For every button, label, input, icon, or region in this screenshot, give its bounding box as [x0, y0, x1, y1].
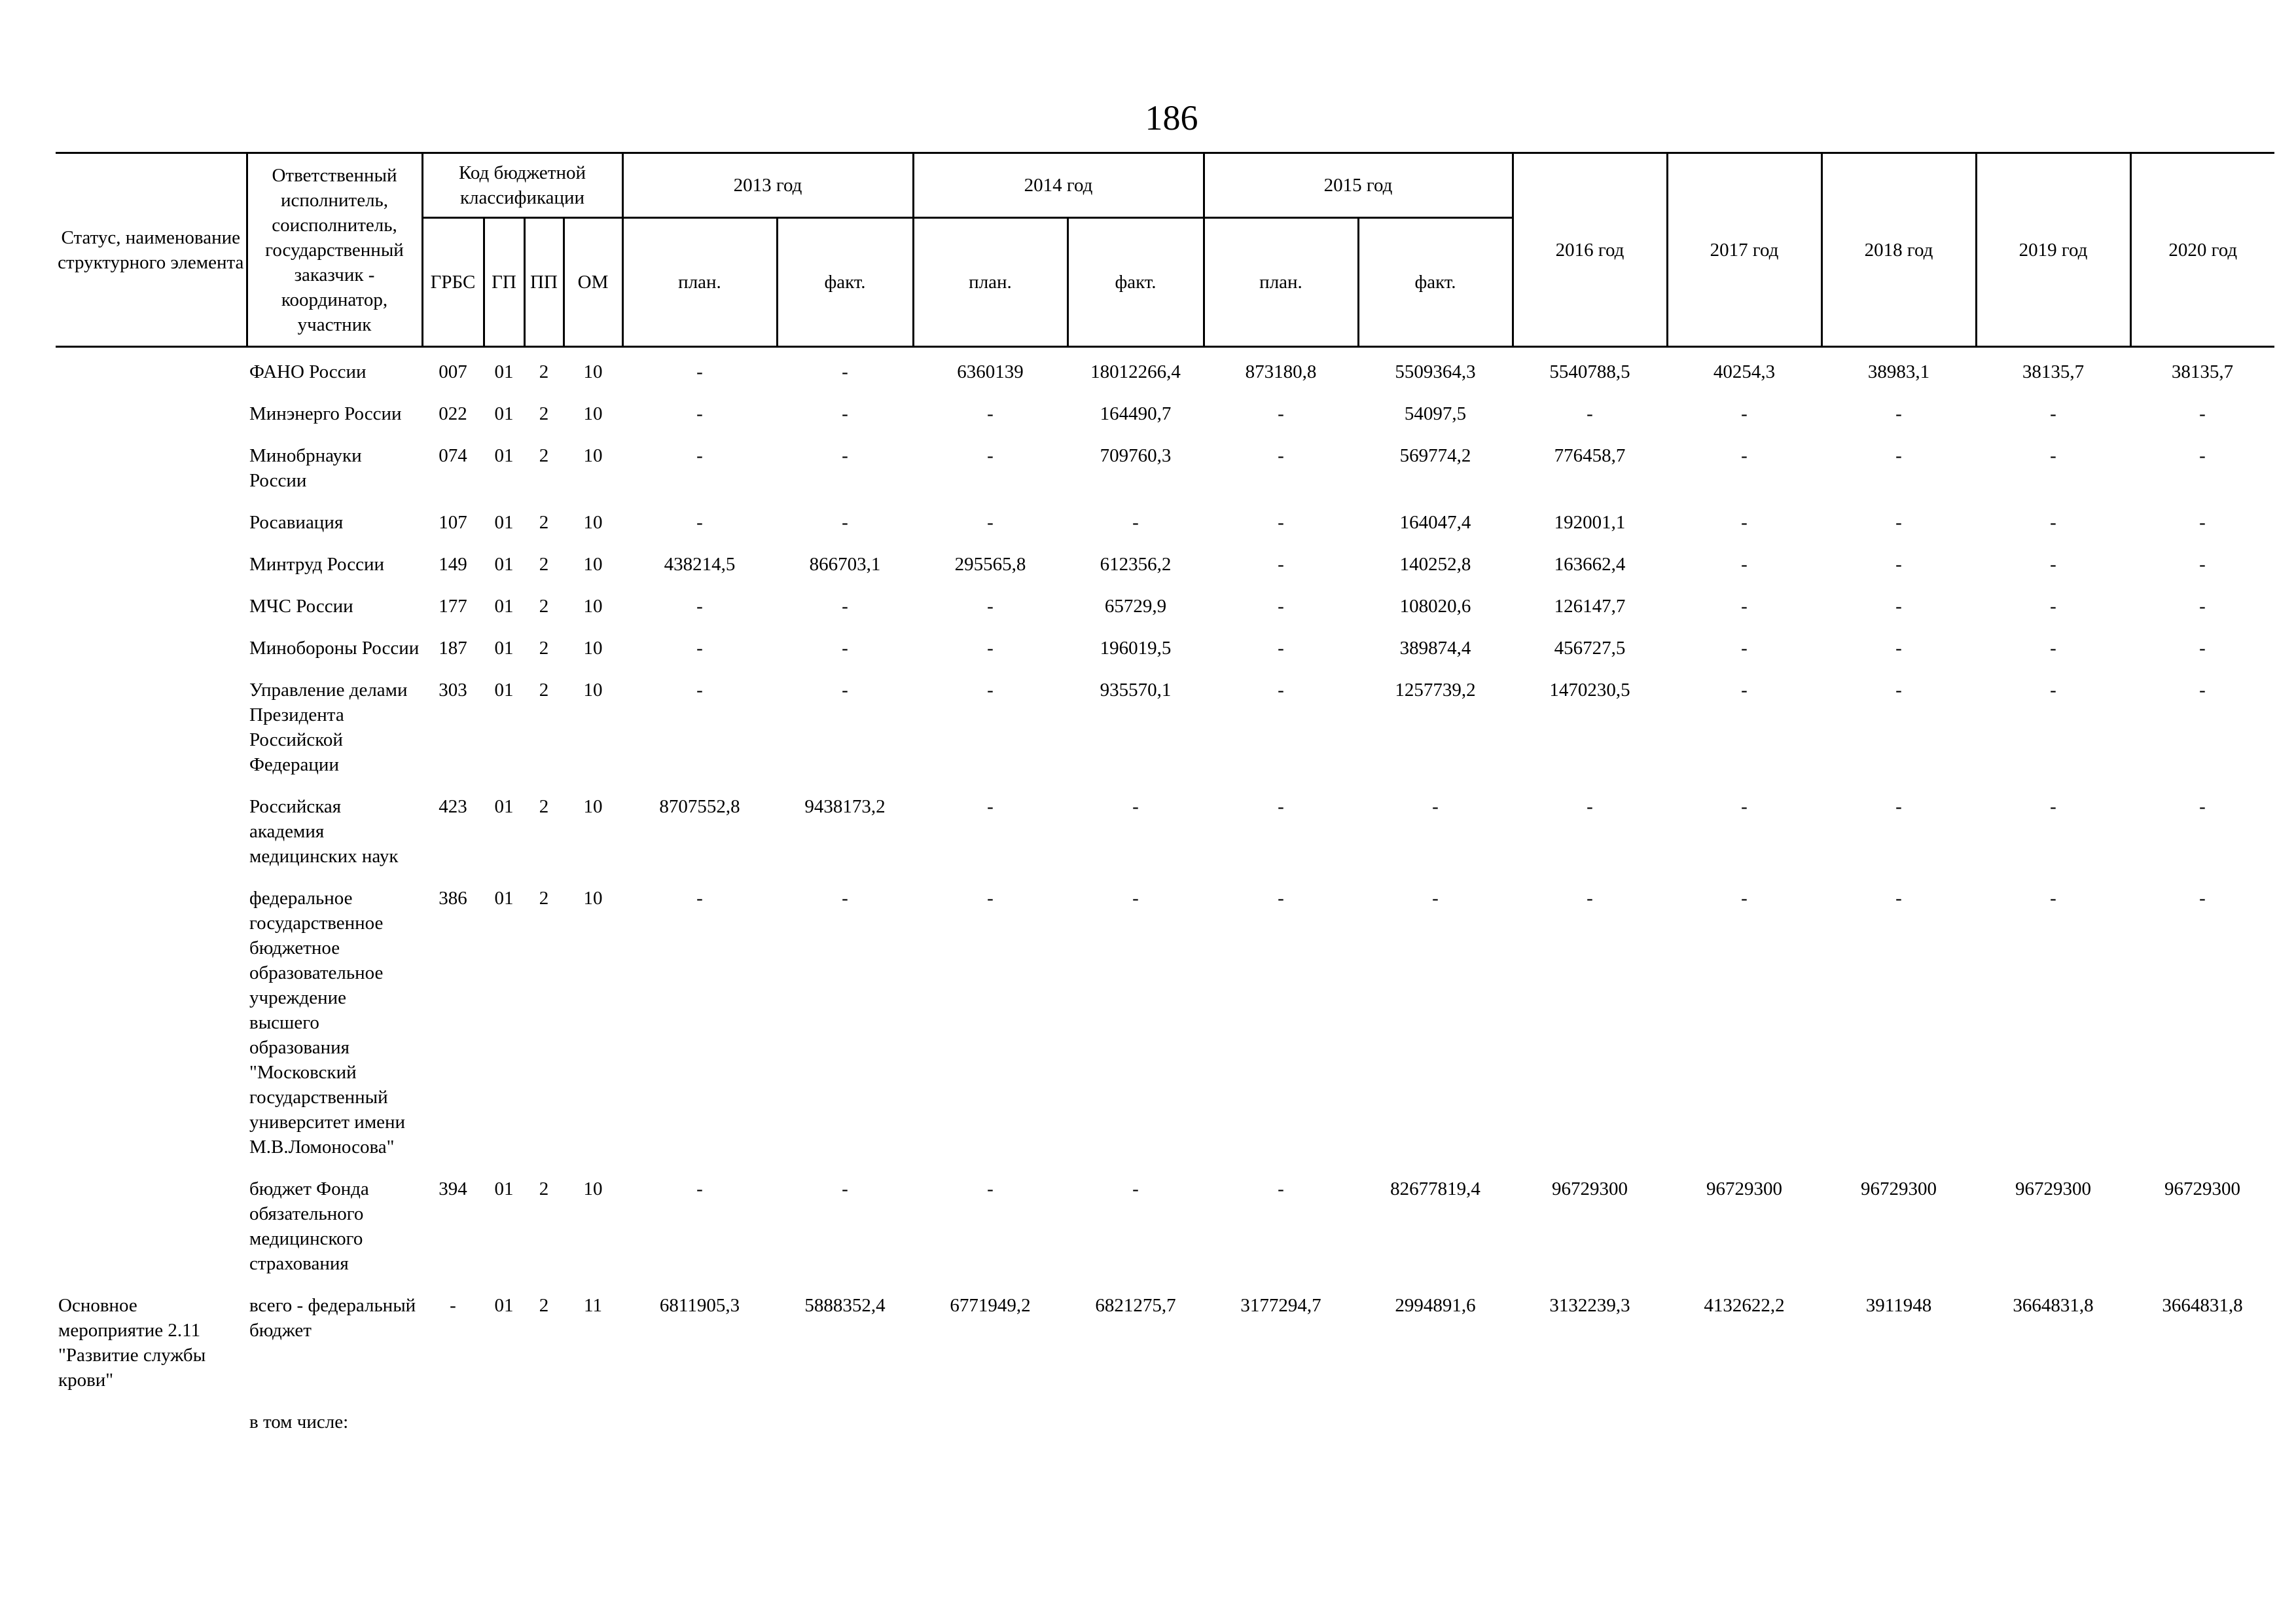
table-body — [56, 347, 2274, 1444]
value-2014-plan: - — [987, 888, 994, 909]
value-2019: - — [2050, 554, 2056, 575]
value-2017: - — [1741, 796, 1748, 817]
header-2019: 2019 год — [1976, 153, 2130, 347]
status-cell — [56, 1402, 247, 1444]
value-2018: 96729300 — [1861, 1178, 1937, 1199]
header-2014: 2014 год — [913, 153, 1204, 218]
value-2020: 96729300 — [2164, 1178, 2240, 1199]
header-responsible: Ответственный исполнитель, соисполнитель, государственный заказчик - координатор, участник — [247, 153, 422, 347]
status-cell — [56, 435, 247, 502]
status-cell — [56, 1169, 247, 1285]
header-2015: 2015 год — [1204, 153, 1513, 218]
value-2015-plan: - — [1278, 680, 1284, 701]
gp-cell: 01 — [494, 888, 514, 909]
om-cell: 11 — [584, 1295, 602, 1316]
status-cell: Основное мероприятие 2.11 "Развитие службы крови" — [58, 1295, 206, 1391]
value-2020: - — [2199, 554, 2206, 575]
value-2015-plan: 873180,8 — [1245, 361, 1317, 382]
responsible-cell: Управление делами Президента Российской Федерации — [249, 680, 408, 775]
value-2014-plan: - — [987, 680, 994, 701]
value-2017: - — [1741, 554, 1748, 575]
responsible-cell: Минтруд России — [249, 554, 385, 575]
value-2013-fact: - — [842, 445, 848, 466]
gp-cell: 01 — [494, 403, 514, 424]
value-2013-plan: - — [696, 680, 703, 701]
value-2017: - — [1741, 445, 1748, 466]
value-2017: 40254,3 — [1713, 361, 1776, 382]
value-2019 — [1976, 1402, 2130, 1444]
table-header — [56, 153, 2274, 347]
value-2013-fact: - — [842, 596, 848, 617]
responsible-cell: Минэнерго России — [249, 403, 402, 424]
pp-cell: 2 — [539, 888, 549, 909]
value-2013-plan: - — [696, 638, 703, 659]
value-2018: - — [1895, 403, 1902, 424]
value-2013-plan: 438214,5 — [664, 554, 736, 575]
value-2014-plan: - — [987, 1178, 994, 1199]
value-2016: - — [1587, 403, 1593, 424]
value-2019: - — [2050, 596, 2056, 617]
table-row — [56, 502, 2274, 544]
value-2017: - — [1741, 638, 1748, 659]
pp-cell: 2 — [539, 512, 549, 533]
status-cell — [56, 628, 247, 670]
grbs-cell: 303 — [439, 680, 467, 701]
value-2015-fact: 5509364,3 — [1395, 361, 1476, 382]
grbs-cell: 423 — [439, 796, 467, 817]
value-2018: - — [1895, 638, 1902, 659]
header-2013-fact: факт. — [777, 218, 913, 347]
om-cell: 10 — [583, 361, 603, 382]
value-2014-plan — [913, 1402, 1067, 1444]
gp-cell: 01 — [494, 596, 514, 617]
value-2013-plan: 6811905,3 — [659, 1295, 740, 1316]
value-2015-fact: 569774,2 — [1399, 445, 1471, 466]
value-2013-fact: - — [842, 361, 848, 382]
value-2013-fact: 9438173,2 — [804, 796, 886, 817]
pp-cell: 2 — [539, 596, 549, 617]
value-2019: - — [2050, 403, 2056, 424]
value-2014-plan: - — [987, 403, 994, 424]
header-2016: 2016 год — [1513, 153, 1667, 347]
status-cell — [56, 878, 247, 1169]
responsible-cell: в том числе: — [249, 1412, 349, 1432]
status-cell — [56, 502, 247, 544]
responsible-cell: Российская академия медицинских наук — [249, 796, 399, 867]
value-2020: - — [2199, 512, 2206, 533]
status-cell — [56, 670, 247, 786]
value-2020: - — [2199, 888, 2206, 909]
value-2014-fact: 18012266,4 — [1090, 361, 1181, 382]
value-2018: - — [1895, 596, 1902, 617]
header-2018: 2018 год — [1821, 153, 1976, 347]
pp-cell: 2 — [539, 638, 549, 659]
value-2016: 3132239,3 — [1549, 1295, 1630, 1316]
value-2020: - — [2199, 796, 2206, 817]
table-row — [56, 1402, 2274, 1444]
value-2015-plan: - — [1278, 512, 1284, 533]
om-cell: 10 — [583, 403, 603, 424]
value-2020: - — [2199, 596, 2206, 617]
value-2015-plan: - — [1278, 796, 1284, 817]
value-2020: 3664831,8 — [2162, 1295, 2243, 1316]
value-2013-fact: 866703,1 — [809, 554, 881, 575]
value-2014-plan: 295565,8 — [954, 554, 1026, 575]
responsible-cell: Минобрнауки России — [249, 445, 362, 491]
grbs-cell: 007 — [439, 361, 467, 382]
pp-cell: 2 — [539, 403, 549, 424]
header-gp: ГП — [484, 218, 524, 347]
table-row — [56, 670, 2274, 786]
value-2017: - — [1741, 403, 1748, 424]
value-2016: 456727,5 — [1554, 638, 1626, 659]
gp-cell: 01 — [494, 796, 514, 817]
pp-cell: 2 — [539, 796, 549, 817]
value-2020 — [2130, 1402, 2274, 1444]
value-2014-plan: - — [987, 796, 994, 817]
value-2018 — [1821, 1402, 1976, 1444]
value-2013-fact — [777, 1402, 913, 1444]
header-2013: 2013 год — [622, 153, 913, 218]
value-2019: - — [2050, 638, 2056, 659]
value-2013-plan: - — [696, 888, 703, 909]
table-row — [56, 435, 2274, 502]
value-2013-fact: - — [842, 512, 848, 533]
gp-cell: 01 — [494, 680, 514, 701]
value-2014-fact: - — [1132, 888, 1139, 909]
value-2020: - — [2199, 638, 2206, 659]
value-2019: - — [2050, 445, 2056, 466]
page-number: 186 — [1145, 98, 1198, 137]
value-2016: 96729300 — [1552, 1178, 1628, 1199]
table-row — [56, 586, 2274, 628]
responsible-cell: МЧС России — [249, 596, 353, 617]
value-2017: 96729300 — [1706, 1178, 1782, 1199]
value-2015-fact: 1257739,2 — [1395, 680, 1476, 701]
table-row — [56, 1169, 2274, 1285]
value-2015-fact: 164047,4 — [1399, 512, 1471, 533]
header-2014-fact: факт. — [1067, 218, 1204, 347]
value-2019: - — [2050, 796, 2056, 817]
responsible-cell: всего - федеральный бюджет — [249, 1295, 416, 1341]
grbs-cell: 386 — [439, 888, 467, 909]
gp-cell: 01 — [494, 1178, 514, 1199]
status-cell — [56, 586, 247, 628]
om-cell: 10 — [583, 554, 603, 575]
value-2020: - — [2199, 680, 2206, 701]
om-cell: 10 — [583, 596, 603, 617]
value-2015-plan: - — [1278, 554, 1284, 575]
value-2015-fact: 140252,8 — [1399, 554, 1471, 575]
responsible-cell: Минобороны России — [249, 638, 420, 659]
value-2014-fact: - — [1132, 796, 1139, 817]
value-2020: - — [2199, 403, 2206, 424]
gp-cell: 01 — [494, 361, 514, 382]
value-2013-fact: - — [842, 1178, 848, 1199]
value-2015-fact: 54097,5 — [1404, 403, 1467, 424]
table-row — [56, 786, 2274, 878]
value-2013-plan: 8707552,8 — [659, 796, 740, 817]
pp-cell: 2 — [539, 1178, 549, 1199]
value-2015-fact: 108020,6 — [1399, 596, 1471, 617]
value-2017: 4132622,2 — [1704, 1295, 1785, 1316]
table-row — [56, 628, 2274, 670]
value-2015-plan: - — [1278, 1178, 1284, 1199]
om-cell: 10 — [583, 638, 603, 659]
pp-cell — [524, 1402, 564, 1444]
value-2014-fact: 709760,3 — [1100, 445, 1172, 466]
value-2015-plan: - — [1278, 596, 1284, 617]
value-2014-plan: 6771949,2 — [950, 1295, 1031, 1316]
grbs-cell: 022 — [439, 403, 467, 424]
pp-cell: 2 — [539, 554, 549, 575]
value-2014-plan: - — [987, 638, 994, 659]
status-cell — [56, 786, 247, 878]
table-row — [56, 544, 2274, 586]
header-2013-plan: план. — [622, 218, 777, 347]
value-2018: - — [1895, 445, 1902, 466]
value-2017: - — [1741, 596, 1748, 617]
gp-cell — [484, 1402, 524, 1444]
value-2015-fact: 2994891,6 — [1395, 1295, 1476, 1316]
value-2016 — [1513, 1402, 1667, 1444]
value-2016: 126147,7 — [1554, 596, 1626, 617]
value-2013-plan — [622, 1402, 777, 1444]
table-row — [56, 1285, 2274, 1402]
value-2017 — [1667, 1402, 1821, 1444]
value-2014-fact: 196019,5 — [1100, 638, 1172, 659]
value-2014-fact — [1067, 1402, 1204, 1444]
value-2015-plan: - — [1278, 445, 1284, 466]
value-2014-plan: 6360139 — [957, 361, 1024, 382]
responsible-cell: федеральное государственное бюджетное образовательное учреждение высшего образования "Московский государственный университет имени М.В.Ломоносова" — [249, 888, 406, 1158]
header-2015-plan: план. — [1204, 218, 1358, 347]
value-2015-plan: 3177294,7 — [1240, 1295, 1321, 1316]
pp-cell: 2 — [539, 445, 549, 466]
status-cell — [56, 544, 247, 586]
grbs-cell: 394 — [439, 1178, 467, 1199]
value-2013-fact: - — [842, 680, 848, 701]
value-2014-fact: 65729,9 — [1104, 596, 1167, 617]
grbs-cell: 149 — [439, 554, 467, 575]
value-2014-fact: 164490,7 — [1100, 403, 1172, 424]
pp-cell: 2 — [539, 680, 549, 701]
value-2014-fact: 612356,2 — [1100, 554, 1172, 575]
header-budget-code: Код бюджетной классификации — [422, 153, 622, 218]
grbs-cell: 074 — [439, 445, 467, 466]
gp-cell: 01 — [494, 512, 514, 533]
value-2015-fact: 389874,4 — [1399, 638, 1471, 659]
value-2016: 163662,4 — [1554, 554, 1626, 575]
om-cell: 10 — [583, 445, 603, 466]
gp-cell: 01 — [494, 638, 514, 659]
table-row — [56, 347, 2274, 394]
header-2017: 2017 год — [1667, 153, 1821, 347]
value-2019: - — [2050, 512, 2056, 533]
value-2015-fact — [1358, 1402, 1513, 1444]
value-2016: 5540788,5 — [1549, 361, 1630, 382]
value-2018: - — [1895, 680, 1902, 701]
grbs-cell: 187 — [439, 638, 467, 659]
value-2013-plan: - — [696, 445, 703, 466]
value-2014-fact: - — [1132, 512, 1139, 533]
value-2016: 192001,1 — [1554, 512, 1626, 533]
om-cell: 10 — [583, 796, 603, 817]
value-2015-plan: - — [1278, 888, 1284, 909]
table-row — [56, 393, 2274, 435]
value-2013-fact: - — [842, 638, 848, 659]
value-2015-fact: - — [1432, 796, 1439, 817]
responsible-cell: ФАНО России — [249, 361, 367, 382]
grbs-cell: 177 — [439, 596, 467, 617]
value-2019: - — [2050, 888, 2056, 909]
value-2014-plan: - — [987, 512, 994, 533]
header-2020: 2020 год — [2130, 153, 2274, 347]
value-2018: 3911948 — [1865, 1295, 1932, 1316]
grbs-cell: - — [450, 1295, 456, 1316]
value-2016: 776458,7 — [1554, 445, 1626, 466]
value-2014-plan: - — [987, 596, 994, 617]
header-2015-fact: факт. — [1358, 218, 1513, 347]
value-2013-plan: - — [696, 403, 703, 424]
om-cell — [564, 1402, 622, 1444]
value-2014-fact: - — [1132, 1178, 1139, 1199]
gp-cell: 01 — [494, 554, 514, 575]
budget-table — [56, 152, 2274, 1444]
pp-cell: 2 — [539, 361, 549, 382]
value-2019: - — [2050, 680, 2056, 701]
value-2013-plan: - — [696, 596, 703, 617]
gp-cell: 01 — [494, 445, 514, 466]
value-2013-plan: - — [696, 361, 703, 382]
responsible-cell: Росавиация — [249, 512, 344, 533]
header-status: Статус, наименование структурного элемента — [56, 153, 247, 347]
value-2014-fact: 6821275,7 — [1095, 1295, 1176, 1316]
value-2017: - — [1741, 512, 1748, 533]
grbs-cell: 107 — [439, 512, 467, 533]
responsible-cell: бюджет Фонда обязательного медицинского страхования — [249, 1178, 369, 1274]
value-2019: 3664831,8 — [2013, 1295, 2094, 1316]
header-pp: ПП — [524, 218, 564, 347]
om-cell: 10 — [583, 888, 603, 909]
value-2016: 1470230,5 — [1549, 680, 1630, 701]
om-cell: 10 — [583, 680, 603, 701]
value-2013-plan: - — [696, 1178, 703, 1199]
status-cell — [56, 347, 247, 394]
pp-cell: 2 — [539, 1295, 549, 1316]
status-cell — [56, 393, 247, 435]
value-2020: 38135,7 — [2171, 361, 2234, 382]
value-2013-plan: - — [696, 512, 703, 533]
value-2015-plan: - — [1278, 403, 1284, 424]
value-2013-fact: - — [842, 888, 848, 909]
value-2019: 96729300 — [2015, 1178, 2091, 1199]
value-2018: 38983,1 — [1867, 361, 1930, 382]
value-2017: - — [1741, 680, 1748, 701]
value-2015-plan: - — [1278, 638, 1284, 659]
grbs-cell — [422, 1402, 484, 1444]
header-2014-plan: план. — [913, 218, 1067, 347]
header-grbs: ГРБС — [422, 218, 484, 347]
value-2014-fact: 935570,1 — [1100, 680, 1172, 701]
value-2015-fact: 82677819,4 — [1390, 1178, 1480, 1199]
value-2015-fact: - — [1432, 888, 1439, 909]
value-2020: - — [2199, 445, 2206, 466]
om-cell: 10 — [583, 512, 603, 533]
value-2016: - — [1587, 796, 1593, 817]
value-2014-plan: - — [987, 445, 994, 466]
value-2018: - — [1895, 554, 1902, 575]
value-2018: - — [1895, 796, 1902, 817]
header-om: ОМ — [564, 218, 622, 347]
value-2017: - — [1741, 888, 1748, 909]
value-2015-plan — [1204, 1402, 1358, 1444]
value-2016: - — [1587, 888, 1593, 909]
value-2019: 38135,7 — [2022, 361, 2085, 382]
table-row — [56, 878, 2274, 1169]
value-2018: - — [1895, 888, 1902, 909]
value-2018: - — [1895, 512, 1902, 533]
value-2013-fact: - — [842, 403, 848, 424]
om-cell: 10 — [583, 1178, 603, 1199]
value-2013-fact: 5888352,4 — [804, 1295, 886, 1316]
gp-cell: 01 — [494, 1295, 514, 1316]
